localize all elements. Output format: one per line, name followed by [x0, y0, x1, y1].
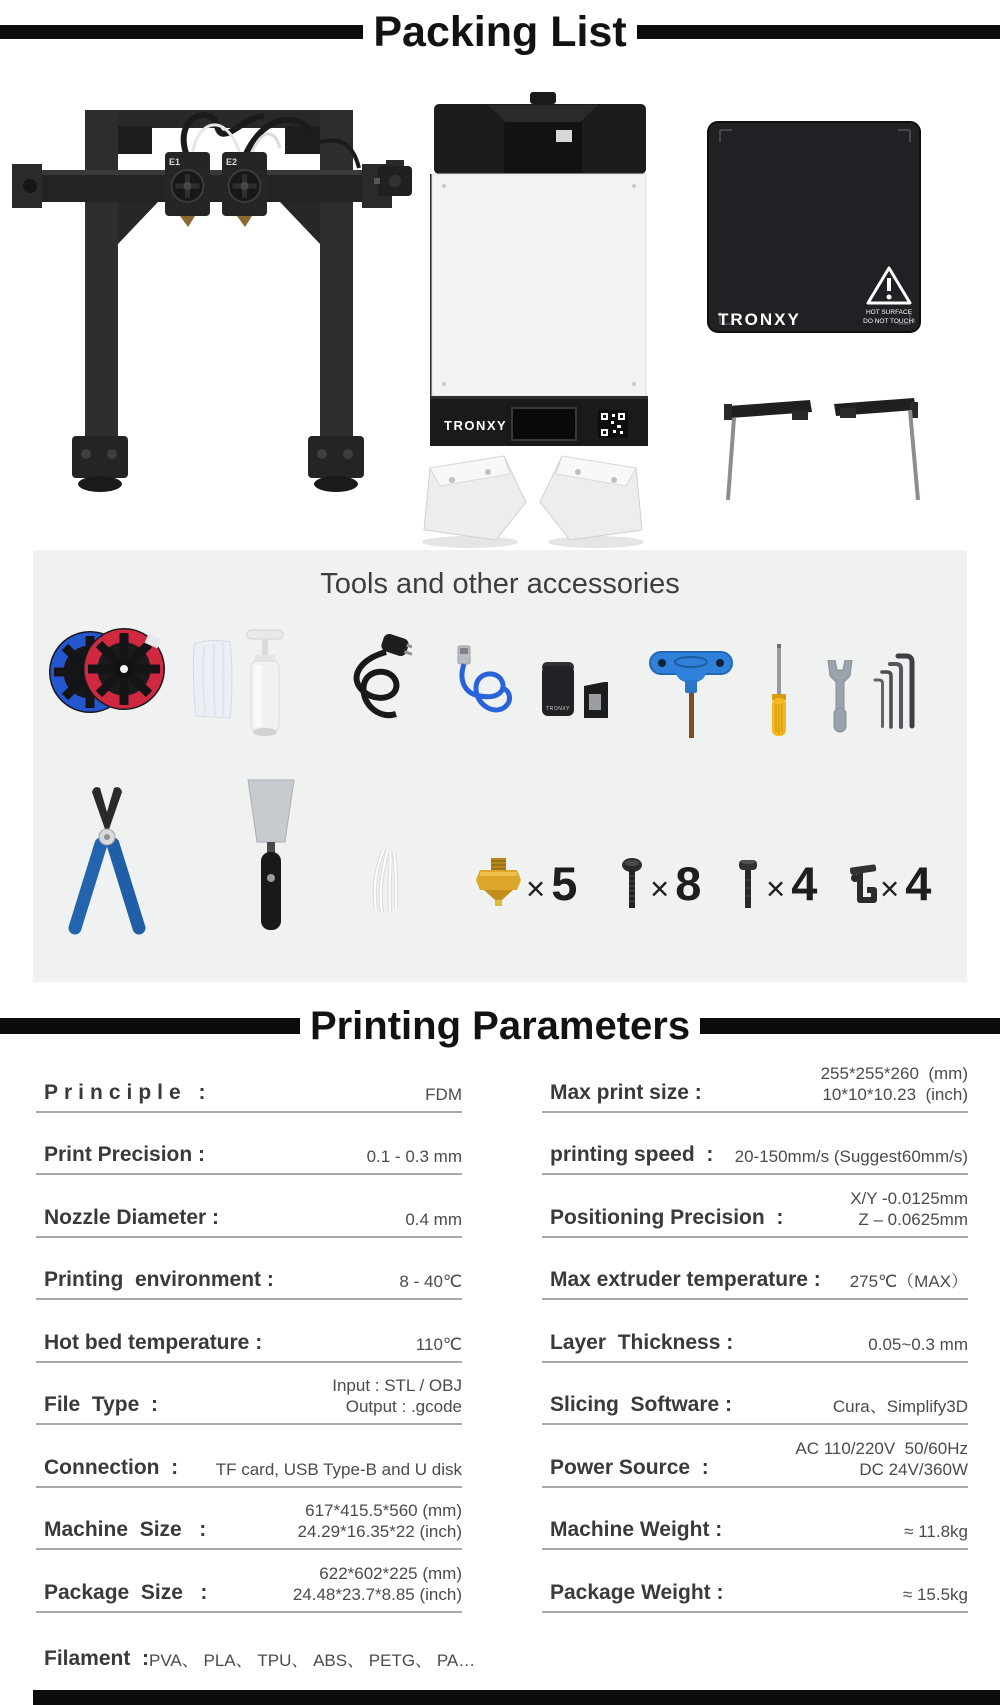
glue-pump-bottle-icon — [241, 628, 289, 738]
spec-row-machine-size — [36, 1488, 462, 1551]
spec-row-layer-thickness — [542, 1300, 968, 1363]
screw-round-head-icon — [620, 858, 644, 910]
nozzle-count: × 5 — [526, 857, 578, 910]
svg-text:DO NOT TOUCH!: DO NOT TOUCH! — [863, 318, 915, 325]
spec-value: 8 - 40℃ — [399, 1272, 462, 1291]
header-bar-right — [637, 25, 1000, 39]
spec-value: FDM — [425, 1084, 462, 1104]
spec-label: Max extruder temperature : — [550, 1268, 821, 1291]
nozzle-icon — [476, 858, 521, 906]
spec-row-printing-environment — [36, 1238, 462, 1301]
header-bar-left — [0, 25, 363, 39]
spec-row-positioning-precision — [542, 1175, 968, 1238]
spec-value: ≈ 11.8kg — [904, 1522, 968, 1541]
spec-label: Connection : — [44, 1455, 179, 1479]
spec-value: 275℃（MAX） — [849, 1272, 968, 1291]
tools-panel — [33, 550, 967, 982]
spec-row-filament — [36, 1613, 476, 1677]
spec-value: 617*415.5*560 (mm) 24.29*16.35*22 (inch) — [297, 1501, 462, 1541]
spec-value: 20-150mm/s (Suggest60mm/s) — [734, 1147, 968, 1166]
spec-label: Package Size : — [44, 1580, 208, 1604]
plate-logo: TRONXY — [718, 310, 801, 329]
spec-label: Slicing Software : — [550, 1393, 733, 1416]
spec-value: AC 110/220V 50/60Hz DC 24V/360W — [795, 1438, 968, 1479]
spec-row-nozzle-diameter — [36, 1175, 462, 1238]
packing-list-title: Packing List — [373, 7, 627, 56]
tf-card-reader-icon — [538, 660, 578, 720]
screw-pan-count: × 4 — [766, 857, 818, 910]
filament-spools-icon — [48, 620, 166, 720]
zip-ties-icon — [368, 843, 406, 917]
spec-value: Input : STL / OBJ Output : .gcode — [332, 1376, 462, 1416]
spec-row-power-source — [542, 1425, 968, 1488]
sd-card-icon — [580, 680, 612, 720]
spec-label: Print Precision : — [44, 1143, 206, 1166]
spec-row-package-size — [36, 1550, 462, 1613]
spec-value: X/Y -0.0125mm Z – 0.0625mm — [850, 1188, 968, 1229]
screw-pan-head-icon — [736, 858, 760, 910]
spec-value: 0.05~0.3 mm — [868, 1334, 968, 1354]
spec-row-hot-bed-temperature — [36, 1300, 462, 1363]
spec-label: Hot bed temperature : — [44, 1330, 263, 1354]
spec-value: 0.1 - 0.3 mm — [366, 1147, 462, 1166]
spec-label: printing speed : — [550, 1143, 714, 1166]
open-end-wrench-icon — [826, 660, 854, 734]
svg-text:E2: E2 — [226, 157, 238, 167]
printing-parameters-header — [0, 1000, 1000, 1052]
page-bottom-bar — [33, 1690, 1000, 1705]
spec-value: 622*602*225 (mm) 24.48*23.7*8.85 (inch) — [292, 1563, 462, 1604]
spec-value: ≈ 15.5kg — [902, 1584, 968, 1604]
glass-clamp-icon — [848, 860, 884, 908]
spec-label: Machine Size : — [44, 1518, 207, 1541]
spec-value: TF card, USB Type-B and U disk — [215, 1459, 462, 1479]
base-logo: TRONXY — [444, 418, 508, 433]
plastic-bag-icon — [186, 638, 240, 722]
pliers-icon — [60, 780, 155, 935]
spec-label: Filament : — [44, 1646, 150, 1670]
printer-base-image — [430, 90, 648, 450]
power-cable-icon — [338, 634, 412, 728]
spec-row-package-weight — [542, 1550, 968, 1613]
screw-round-count: × 8 — [650, 857, 702, 910]
qr-code — [598, 410, 628, 438]
spec-value: PVA、 PLA、 TPU、 ABS、 PETG、 PA… — [149, 1650, 476, 1670]
scraper-icon — [242, 778, 300, 933]
spec-column-left — [36, 1050, 476, 1677]
z-axis-rods-image — [722, 392, 922, 500]
hex-t-wrench-icon — [648, 636, 734, 738]
svg-text:E1: E1 — [169, 157, 181, 167]
tools-panel-title: Tools and other accessories — [320, 568, 680, 600]
spec-value: 255*255*260 (mm) 10*10*10.23 (inch) — [820, 1063, 968, 1104]
gantry-frame-image — [12, 86, 392, 498]
sheet-metal-brackets-image — [400, 450, 666, 550]
stepper-motor-image — [374, 158, 416, 204]
extruder-e1 — [165, 152, 210, 227]
clamp-count: × 4 — [880, 857, 932, 910]
spec-value: 0.4 mm — [405, 1209, 462, 1229]
spec-value: Cura、Simplify3D — [832, 1397, 968, 1416]
screwdriver-icon — [768, 644, 790, 738]
usb-cable-icon — [452, 644, 514, 730]
spec-row-machine-weight — [542, 1488, 968, 1551]
spec-label: Max print size : — [550, 1080, 702, 1104]
spec-label: Package Weight : — [550, 1580, 724, 1604]
build-plate-image — [706, 118, 924, 338]
svg-text:TRONXY: TRONXY — [546, 706, 570, 712]
extruder-e2 — [222, 152, 267, 227]
spec-row-slicing-software — [542, 1363, 968, 1426]
spec-column-right — [542, 1050, 968, 1613]
printing-parameters-title: Printing Parameters — [309, 1003, 691, 1048]
touchscreen — [512, 408, 576, 440]
spec-value: 110℃ — [415, 1334, 462, 1354]
svg-text:HOT SURFACE: HOT SURFACE — [865, 309, 913, 316]
spec-label: Nozzle Diameter : — [44, 1205, 220, 1229]
spec-row-print-precision — [36, 1113, 462, 1176]
packing-list-header — [0, 6, 1000, 58]
spec-row-max-print-size — [542, 1050, 968, 1113]
spec-label: Layer Thickness : — [550, 1330, 734, 1354]
header-bar-right — [700, 1018, 1000, 1034]
header-bar-left — [0, 1018, 300, 1034]
spec-label: File Type : — [44, 1393, 158, 1416]
spec-label: Principle : — [44, 1080, 212, 1104]
allen-keys-icon — [870, 650, 918, 730]
spec-row-max-extruder-temperature — [542, 1238, 968, 1301]
spec-label: Positioning Precision : — [550, 1205, 784, 1229]
spec-label: Power Source : — [550, 1455, 709, 1479]
spec-label: Printing environment : — [44, 1268, 274, 1291]
spec-label: Machine Weight : — [550, 1518, 723, 1541]
spec-row-file-type — [36, 1363, 462, 1426]
spec-row-printing-speed — [542, 1113, 968, 1176]
spec-row-connection — [36, 1425, 462, 1488]
spec-row-principle — [36, 1050, 462, 1113]
